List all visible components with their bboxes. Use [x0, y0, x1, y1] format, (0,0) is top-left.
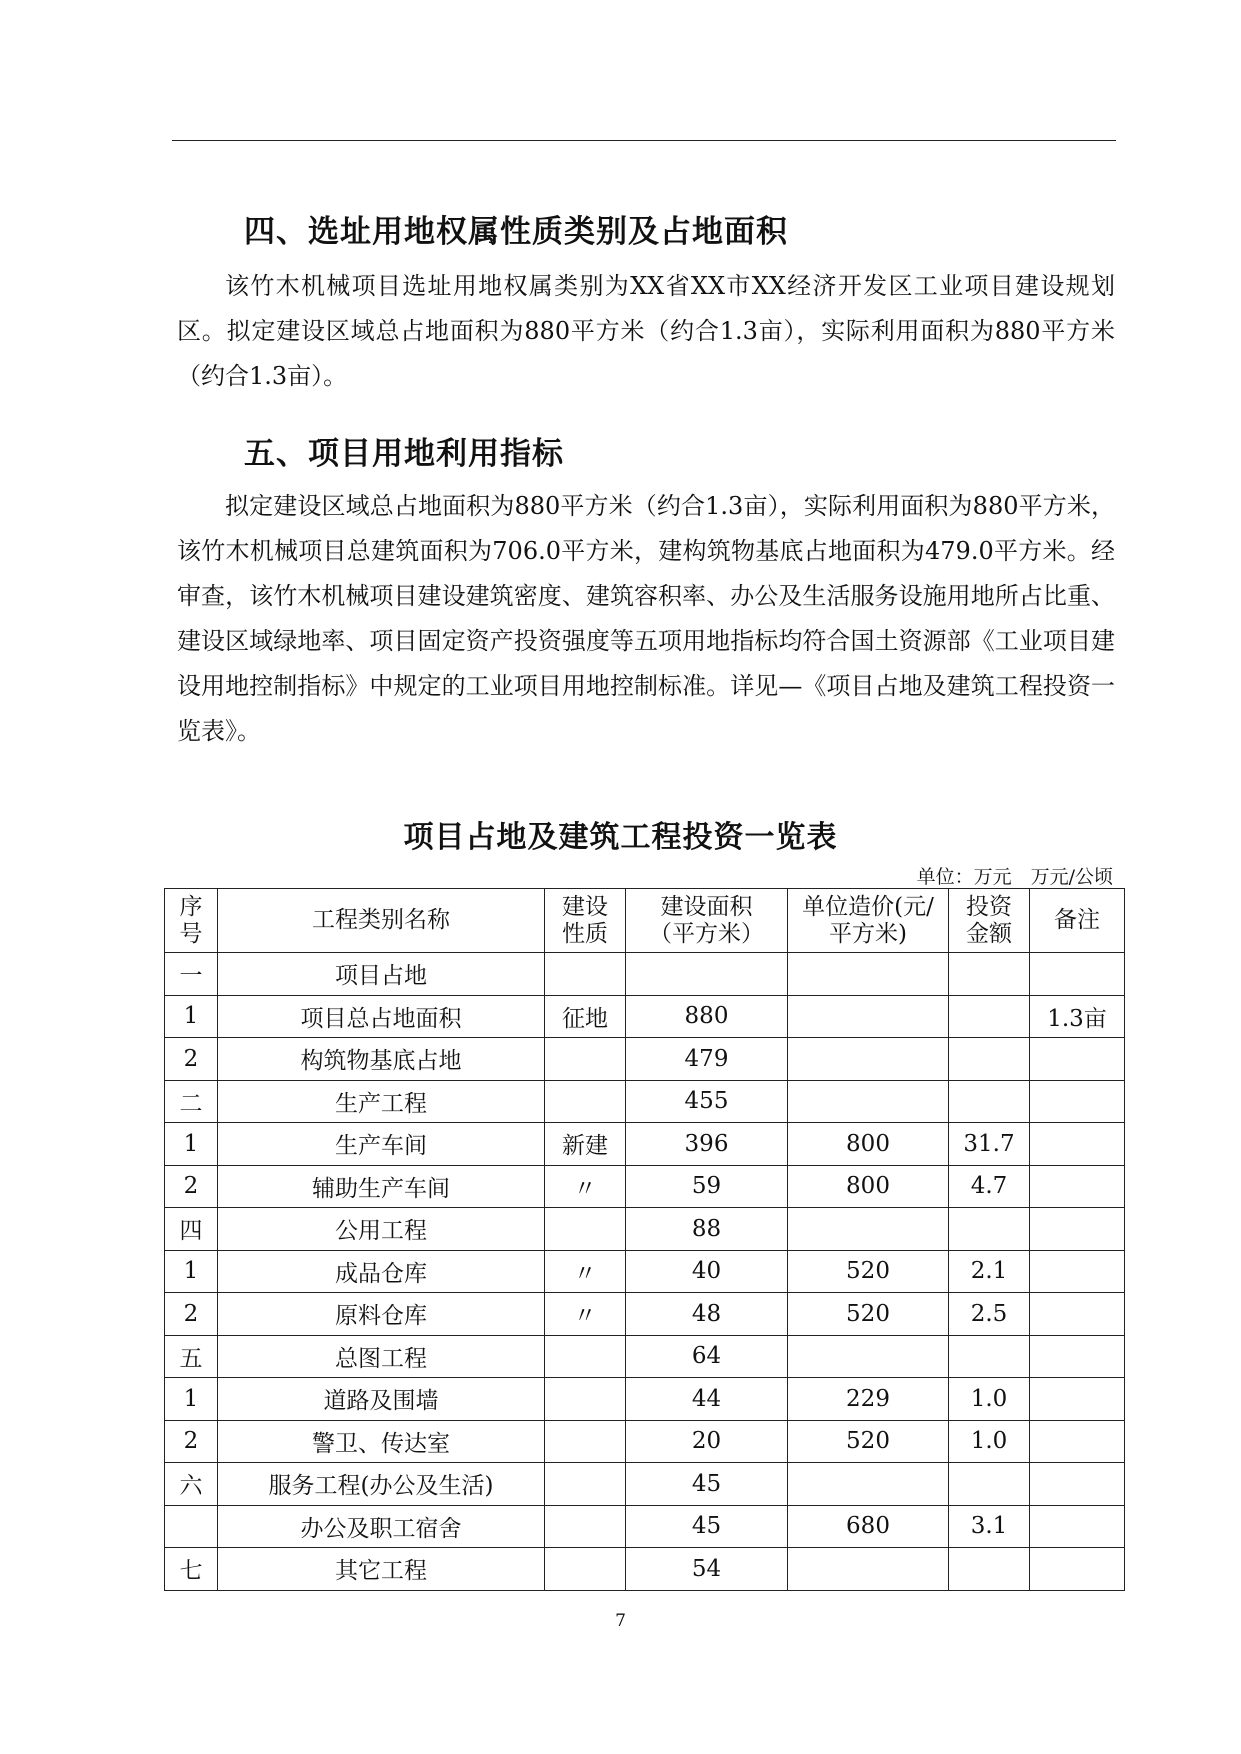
- cell-amount: [949, 995, 1030, 1038]
- cell-amount: 1.0: [949, 1420, 1030, 1463]
- cell-name: 构筑物基底占地: [218, 1038, 545, 1081]
- cell-nature: [545, 1038, 626, 1081]
- cell-price: 800: [788, 1165, 949, 1208]
- table-row: [165, 1548, 1125, 1591]
- table-row: [165, 1208, 1125, 1251]
- cell-note: [1030, 1165, 1125, 1208]
- cell-seq: 1: [165, 1250, 218, 1293]
- cell-nature: 〃: [545, 1165, 626, 1208]
- cell-amount: 1.0: [949, 1378, 1030, 1421]
- header-nature: 建设性质: [545, 889, 626, 953]
- section5-heading: 五、项目用地利用指标: [244, 436, 564, 472]
- table-row: [165, 1335, 1125, 1378]
- cell-seq: 1: [165, 995, 218, 1038]
- cell-seq: 一: [165, 953, 218, 996]
- cell-price: [788, 1335, 949, 1378]
- cell-amount: 31.7: [949, 1123, 1030, 1166]
- cell-price: [788, 995, 949, 1038]
- cell-price: [788, 1208, 949, 1251]
- cell-amount: [949, 1335, 1030, 1378]
- cell-price: 520: [788, 1293, 949, 1336]
- investment-table: [164, 888, 1125, 1591]
- cell-amount: 2.1: [949, 1250, 1030, 1293]
- table-row: [165, 1038, 1125, 1081]
- header-amount: 投资金额: [949, 889, 1030, 953]
- header-area: 建设面积（平方米）: [626, 889, 788, 953]
- cell-area: 54: [626, 1548, 788, 1591]
- cell-nature: [545, 1080, 626, 1123]
- cell-amount: [949, 1080, 1030, 1123]
- cell-note: [1030, 1208, 1125, 1251]
- cell-price: [788, 953, 949, 996]
- cell-note: [1030, 1250, 1125, 1293]
- cell-seq: 五: [165, 1335, 218, 1378]
- cell-amount: 4.7: [949, 1165, 1030, 1208]
- section4-heading: 四、选址用地权属性质类别及占地面积: [244, 214, 788, 250]
- cell-amount: [949, 1038, 1030, 1081]
- cell-name: 项目占地: [218, 953, 545, 996]
- cell-note: [1030, 1038, 1125, 1081]
- cell-price: 800: [788, 1123, 949, 1166]
- cell-note: [1030, 1123, 1125, 1166]
- cell-name: 服务工程(办公及生活): [218, 1463, 545, 1506]
- cell-seq: 2: [165, 1420, 218, 1463]
- cell-nature: 新建: [545, 1123, 626, 1166]
- cell-seq: 七: [165, 1548, 218, 1591]
- table-row: [165, 1123, 1125, 1166]
- table-header-row: [165, 889, 1125, 953]
- cell-nature: [545, 1548, 626, 1591]
- table-row: [165, 1250, 1125, 1293]
- cell-nature: 征地: [545, 995, 626, 1038]
- cell-note: [1030, 1378, 1125, 1421]
- cell-seq: 1: [165, 1123, 218, 1166]
- cell-nature: [545, 953, 626, 996]
- header-name: 工程类别名称: [218, 889, 545, 953]
- cell-area: 40: [626, 1250, 788, 1293]
- cell-name: 成品仓库: [218, 1250, 545, 1293]
- cell-nature: 〃: [545, 1250, 626, 1293]
- cell-nature: [545, 1378, 626, 1421]
- cell-area: 20: [626, 1420, 788, 1463]
- cell-area: 880: [626, 995, 788, 1038]
- table-row: [165, 1293, 1125, 1336]
- cell-seq: 1: [165, 1378, 218, 1421]
- table-unit: 单位：万元 万元/公顷: [916, 866, 1113, 888]
- cell-price: [788, 1038, 949, 1081]
- cell-price: 520: [788, 1250, 949, 1293]
- cell-seq: 2: [165, 1165, 218, 1208]
- table-row: [165, 953, 1125, 996]
- cell-nature: [545, 1420, 626, 1463]
- cell-area: 88: [626, 1208, 788, 1251]
- cell-amount: [949, 1548, 1030, 1591]
- cell-area: [626, 953, 788, 996]
- cell-nature: [545, 1463, 626, 1506]
- table-title: 项目占地及建筑工程投资一览表: [403, 820, 838, 855]
- table-row: [165, 1505, 1125, 1548]
- cell-note: [1030, 1548, 1125, 1591]
- cell-nature: [545, 1505, 626, 1548]
- cell-area: 64: [626, 1335, 788, 1378]
- cell-nature: [545, 1335, 626, 1378]
- table-row: [165, 1080, 1125, 1123]
- header-price: 单位造价(元/平方米): [788, 889, 949, 953]
- cell-price: 680: [788, 1505, 949, 1548]
- section5-paragraph: 拟定建设区域总占地面积为880平方米（约合1.3亩），实际利用面积为880平方米，该竹木机械项目总建筑面积为706.0平方米，建构筑物基底占地面积为479.0平方米。经审查，该竹木机械项目建设建筑密度、建筑容积率、办公及生活服务设施用地所占比重、建设区域绿地率、项目固定资产投资强度等五项用地指标均符合国土资源部《工业项目建设用地控制指标》中规定的工业项目用地控制标准。详见—《项目占地及建筑工程投资一览表》。: [177, 492, 1115, 745]
- cell-seq: 六: [165, 1463, 218, 1506]
- cell-amount: 3.1: [949, 1505, 1030, 1548]
- cell-area: 48: [626, 1293, 788, 1336]
- cell-name: 其它工程: [218, 1548, 545, 1591]
- cell-price: 520: [788, 1420, 949, 1463]
- cell-name: 生产工程: [218, 1080, 545, 1123]
- cell-amount: [949, 953, 1030, 996]
- cell-area: 479: [626, 1038, 788, 1081]
- cell-area: 44: [626, 1378, 788, 1421]
- cell-name: 办公及职工宿舍: [218, 1505, 545, 1548]
- cell-name: 总图工程: [218, 1335, 545, 1378]
- cell-note: [1030, 953, 1125, 996]
- cell-name: 原料仓库: [218, 1293, 545, 1336]
- cell-nature: [545, 1208, 626, 1251]
- cell-name: 警卫、传达室: [218, 1420, 545, 1463]
- cell-seq: 2: [165, 1293, 218, 1336]
- cell-note: [1030, 1463, 1125, 1506]
- cell-nature: 〃: [545, 1293, 626, 1336]
- cell-price: [788, 1080, 949, 1123]
- cell-price: [788, 1548, 949, 1591]
- cell-area: 45: [626, 1463, 788, 1506]
- cell-price: [788, 1463, 949, 1506]
- cell-area: 45: [626, 1505, 788, 1548]
- cell-area: 396: [626, 1123, 788, 1166]
- cell-name: 辅助生产车间: [218, 1165, 545, 1208]
- cell-note: [1030, 1505, 1125, 1548]
- table-row: [165, 995, 1125, 1038]
- cell-price: 229: [788, 1378, 949, 1421]
- cell-amount: 2.5: [949, 1293, 1030, 1336]
- cell-seq: [165, 1505, 218, 1548]
- cell-name: 公用工程: [218, 1208, 545, 1251]
- cell-note: [1030, 1293, 1125, 1336]
- cell-amount: [949, 1463, 1030, 1506]
- cell-seq: 四: [165, 1208, 218, 1251]
- header-seq: 序号: [165, 889, 218, 953]
- table-row: [165, 1463, 1125, 1506]
- cell-seq: 二: [165, 1080, 218, 1123]
- cell-name: 项目总占地面积: [218, 995, 545, 1038]
- cell-amount: [949, 1208, 1030, 1251]
- header-note: 备注: [1030, 889, 1125, 953]
- table-row: [165, 1378, 1125, 1421]
- cell-note: 1.3亩: [1030, 995, 1125, 1038]
- section4-paragraph: 该竹木机械项目选址用地权属类别为XX省XX市XX经济开发区工业项目建设规划区。拟定建设区域总占地面积为880平方米（约合1.3亩），实际利用面积为880平方米（约合1.3亩）。: [177, 272, 1115, 390]
- table-row: [165, 1420, 1125, 1463]
- cell-note: [1030, 1335, 1125, 1378]
- cell-seq: 2: [165, 1038, 218, 1081]
- header-rule: [172, 140, 1116, 141]
- page-number: 7: [615, 1611, 626, 1631]
- cell-area: 455: [626, 1080, 788, 1123]
- cell-name: 道路及围墙: [218, 1378, 545, 1421]
- cell-area: 59: [626, 1165, 788, 1208]
- cell-name: 生产车间: [218, 1123, 545, 1166]
- table-row: [165, 1165, 1125, 1208]
- cell-note: [1030, 1080, 1125, 1123]
- cell-note: [1030, 1420, 1125, 1463]
